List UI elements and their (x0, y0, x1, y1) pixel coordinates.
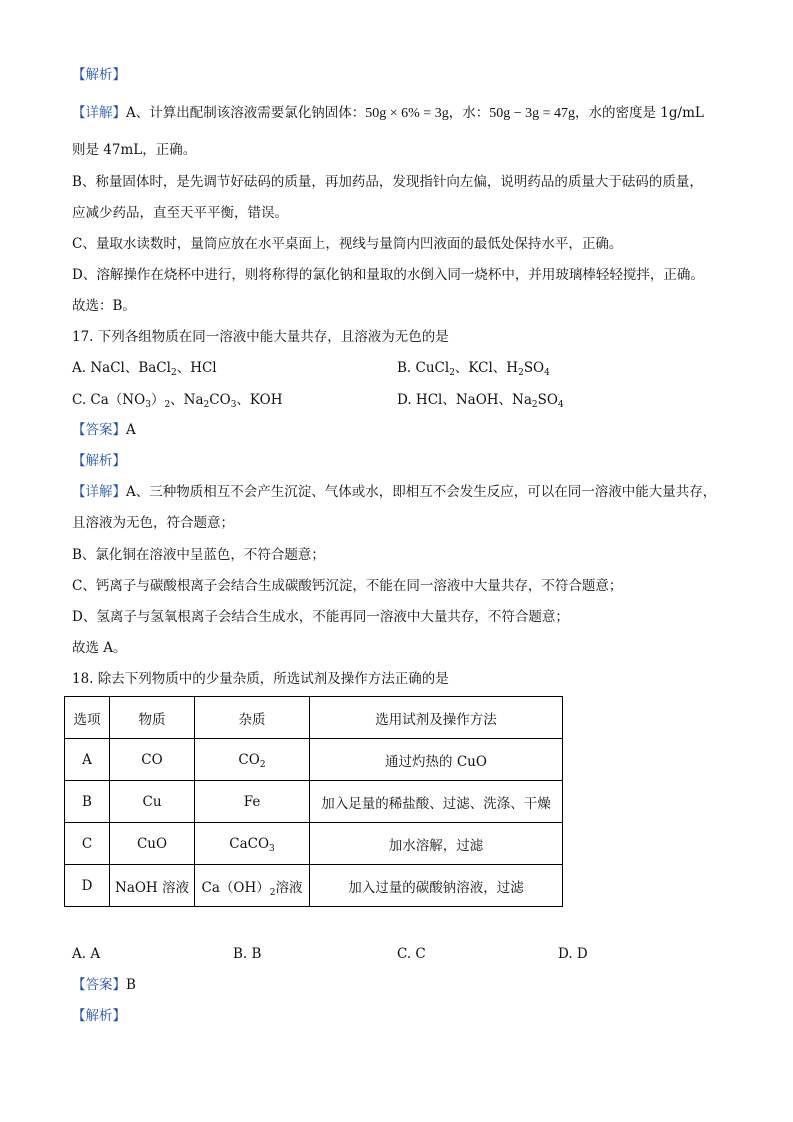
q16-b-line2: 应减少药品，直至天平平衡，错误。 (72, 205, 288, 221)
impurity-cell (195, 823, 310, 865)
text: CaCO (229, 835, 270, 852)
q17-option-c (72, 391, 283, 409)
q16-b-line1: B、称量固体时，是先调节好砝码的质量，再加药品，发现指针向左偏，说明药品的质量大于砝码的质量， (72, 174, 703, 190)
subscript: 2 (518, 368, 524, 378)
q17-option-b (397, 359, 550, 377)
method-cell: 通过灼热的 CuO (310, 739, 563, 781)
q18-option-c: C. C (397, 946, 426, 962)
q17-c-line: C、钙离子与碳酸根离子会结合生成碳酸钙沉淀，不能在同一溶液中大量共存，不符合题意； (72, 578, 623, 594)
subscript: 3 (269, 843, 275, 854)
q18-analysis-label: 【解析】 (72, 1008, 126, 1024)
text: A、计算出配制该溶液需要氯化钠固体： (126, 105, 366, 121)
q17-a-line2: 且溶液为无色，符合题意； (72, 515, 234, 531)
subscript: 3 (230, 400, 237, 410)
substance-cell: NaOH 溶液 (110, 865, 195, 907)
text: CO (209, 392, 231, 408)
table-row (65, 781, 563, 823)
text: D. HCl、NaOH、Na (397, 392, 532, 408)
text: Ca（OH） (201, 879, 270, 896)
text: B. CuCl (397, 360, 450, 376)
q16-c-line: C、量取水读数时，量筒应放在水平桌面上，视线与量筒内凹液面的最低处保持水平，正确。 (72, 236, 623, 252)
table-header-row (65, 697, 563, 739)
header-cell: 选用试剂及操作方法 (310, 697, 563, 739)
header-cell: 选项 (65, 697, 110, 739)
option-cell: D (65, 865, 110, 907)
q18-table (64, 696, 563, 907)
option-cell: C (65, 823, 110, 865)
subscript: 4 (544, 368, 550, 378)
text: SO (537, 392, 558, 408)
q18-option-a: A. A (72, 946, 101, 962)
text: CO (238, 751, 260, 768)
subscript: 2 (449, 368, 455, 378)
q17-option-a (72, 359, 217, 377)
detail-tag: 【详解】 (72, 105, 126, 121)
text: 、Na (170, 392, 204, 408)
text: ，水的密度是 1g/mL (575, 105, 704, 121)
table-row (65, 739, 563, 781)
impurity-cell (195, 865, 310, 907)
subscript: 4 (557, 400, 564, 410)
text: A、三种物质相互不会产生沉淀、气体或水，即相互不会发生反应，可以在同一溶液中能大量共存， (126, 484, 717, 500)
answer-tag: 【答案】 (72, 977, 126, 993)
q17-choice: 故选 A。 (72, 640, 127, 656)
subscript: 2 (259, 759, 266, 770)
method-cell: 加水溶解，过滤 (310, 823, 563, 865)
q17-detail-a-line1 (72, 483, 716, 501)
text: SO (523, 360, 545, 376)
subscript: 2 (269, 887, 276, 898)
text: Fe (243, 793, 261, 810)
impurity-cell (195, 739, 310, 781)
method-cell: 加入过量的碳酸钠溶液，过滤 (310, 865, 563, 907)
formula: 50g − 3g = 47g (489, 106, 575, 121)
answer-tag: 【答案】 (72, 422, 126, 438)
text: ，水： (448, 105, 490, 121)
subscript: 2 (164, 400, 171, 410)
q17-d-line: D、氢离子与氢氧根离子会结合生成水，不能再同一溶液中大量共存，不符合题意； (72, 609, 569, 625)
method-cell: 加入足量的稀盐酸、过滤、洗涤、干燥 (310, 781, 563, 823)
q18-option-b: B. B (233, 946, 262, 962)
q17-analysis-label: 【解析】 (72, 453, 126, 469)
subscript: 2 (203, 400, 210, 410)
answer-value: A (126, 422, 136, 438)
substance-cell: CuO (110, 823, 195, 865)
q18-option-d: D. D (558, 946, 588, 962)
detail-tag: 【详解】 (72, 484, 126, 500)
q17-option-d (397, 391, 564, 409)
table-row (65, 865, 563, 907)
q17-b-line: B、氯化铜在溶液中呈蓝色，不符合题意； (72, 547, 325, 563)
text: 溶液 (275, 879, 303, 896)
q16-detail-a-line1 (72, 104, 704, 123)
text: 、KCl、H (454, 360, 519, 376)
formula: 50g × 6% = 3g (365, 106, 449, 121)
q18-stem: 18. 除去下列物质中的少量杂质，所选试剂及操作方法正确的是 (72, 671, 449, 687)
header-cell: 物质 (110, 697, 195, 739)
subscript: 3 (145, 400, 151, 410)
q18-answer (72, 976, 136, 994)
option-cell: B (65, 781, 110, 823)
impurity-cell (195, 781, 310, 823)
text: A. NaCl、BaCl (72, 360, 171, 376)
table-row (65, 823, 563, 865)
text: C. Ca（NO (72, 392, 146, 408)
analysis-label: 【解析】 (72, 67, 126, 83)
q17-stem: 17. 下列各组物质在同一溶液中能大量共存，且溶液为无色的是 (72, 329, 449, 345)
subscript: 2 (170, 368, 177, 378)
q16-detail-a-line2: 则是 47mL，正确。 (72, 142, 197, 158)
substance-cell: Cu (110, 781, 195, 823)
q16-d-line: D、溶解操作在烧杯中进行，则将称得的氯化钠和量取的水倒入同一烧杯中，并用玻璃棒轻轻搅拌，正确。 (72, 267, 704, 283)
text: ） (150, 392, 165, 408)
substance-cell: CO (110, 739, 195, 781)
subscript: 2 (531, 400, 538, 410)
header-cell: 杂质 (195, 697, 310, 739)
q16-choice: 故选：B。 (72, 298, 136, 314)
text: 、HCl (176, 360, 217, 376)
option-cell: A (65, 739, 110, 781)
text: 、KOH (236, 392, 283, 408)
answer-value: B (126, 977, 136, 993)
q17-answer (72, 421, 136, 439)
